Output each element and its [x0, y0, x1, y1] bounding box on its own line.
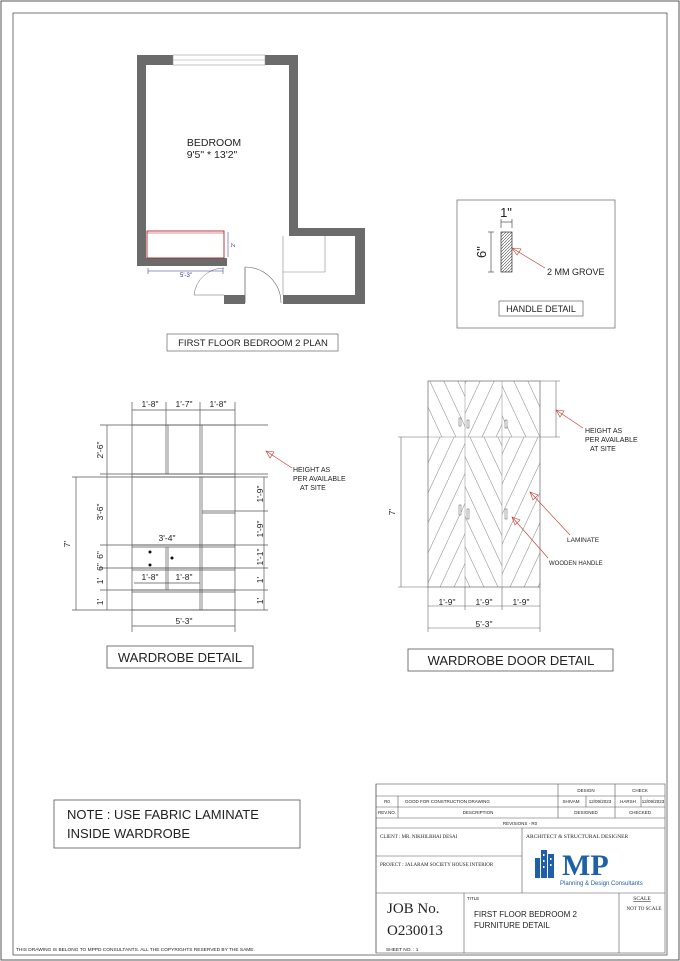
wardrobe-depth-label: 2' [231, 242, 237, 248]
designer-label: ARCHITECT & STRUCTURAL DESIGNER [526, 834, 629, 840]
handle-drawing [488, 219, 545, 272]
knob-dot [149, 551, 152, 554]
design-header: DESIGN [577, 788, 595, 793]
height-note-2: PER AVAILABLE [293, 476, 346, 483]
door-height-note-1: HEIGHT AS [585, 428, 623, 435]
check-header: CHECK [632, 788, 648, 793]
checked-by: HARSH [620, 799, 636, 804]
note-line-1: NOTE : USE FABRIC LAMINATE [67, 807, 259, 822]
top-dim-3: 1'-8" [209, 399, 227, 409]
bedroom-plan [137, 55, 365, 304]
col-rev: REV.NO. [377, 810, 397, 815]
rev-code: R0 [384, 799, 390, 804]
overall-height: 7' [62, 540, 72, 548]
room-size: 9'5" * 13'2" [186, 149, 238, 161]
top-dim-2: 1'-7" [175, 399, 193, 409]
checked-date: 12/09/2023 [641, 799, 665, 804]
job-label: JOB No. [387, 901, 440, 917]
top-dim-1: 1'-8" [141, 399, 159, 409]
copyright-note: THIS DRAWING IS BELONG TO MPPD CONSULTANTS. ALL THE COPYRIGHTS RESERVED BY THE SAME. [16, 948, 255, 953]
left-dim-6: 1' [95, 598, 105, 606]
col-description: DESCRIPTION [462, 810, 494, 815]
project-label: PROJECT : JALARAM SOCIETY HOUSE INTERIOR [380, 863, 494, 868]
client-label: CLIENT : MR. NIKHILBHAI DESAI [380, 835, 458, 840]
left-dim-4: 6" [95, 563, 105, 571]
revisions-label: REVISIONS - R0 [502, 821, 538, 826]
right-dim-2: 1'-9" [255, 520, 265, 538]
laminate-label: LAMINATE [567, 537, 600, 544]
rev-description: GOOD FOR CONSTRUCTION DRAWING [405, 799, 490, 804]
door-height-note-3: AT SITE [590, 446, 616, 453]
left-dim-1: 2'-6" [95, 441, 105, 459]
note-line-2: INSIDE WARDROBE [67, 826, 191, 841]
left-dim-5: 1' [95, 577, 105, 585]
right-dim-4: 1' [255, 576, 265, 584]
handle-caption: HANDLE DETAIL [506, 304, 576, 314]
title-line-1: FIRST FLOOR BEDROOM 2 [474, 910, 577, 919]
door-width-1: 1'-9" [438, 597, 456, 607]
height-note-1: HEIGHT AS [293, 467, 331, 474]
door-caption: WARDROBE DOOR DETAIL [427, 653, 595, 668]
handle-height: 6" [474, 246, 489, 258]
wardrobe-width-label: 5'-3" [180, 273, 192, 279]
door-height-note-2: PER AVAILABLE [585, 437, 638, 444]
scale-value: NOT TO SCALE [626, 907, 662, 912]
designed-by: SHIVAM [562, 799, 580, 804]
col-designed: DESIGNED [574, 810, 598, 815]
right-dim-3: 1'-1" [255, 548, 265, 566]
wardrobe-plan [147, 231, 224, 258]
room-name: BEDROOM [186, 137, 242, 149]
right-dim-1: 1'-9" [255, 485, 265, 503]
door-width-2: 1'-9" [475, 597, 493, 607]
left-dim-3: 6" [95, 551, 105, 559]
height-arrow-line [266, 451, 292, 468]
title-label: TITLE [467, 896, 480, 901]
title-line-2: FURNITURE DETAIL [474, 921, 550, 930]
designed-date: 12/09/2023 [588, 799, 612, 804]
left-dim-2: 3'-6" [95, 503, 105, 521]
right-dim-5: 1' [255, 597, 265, 605]
wooden-handle-label: WOODEN HANDLE [549, 561, 603, 567]
handle-width: 1" [500, 205, 512, 220]
door-overall-width: 5'-3" [475, 619, 493, 629]
overall-width: 5'-3" [175, 616, 193, 626]
door-overall-height: 7' [387, 508, 397, 516]
door-width-3: 1'-9" [512, 597, 530, 607]
drawer-dim-2: 1'-8" [175, 572, 193, 582]
plan-caption: FIRST FLOOR BEDROOM 2 PLAN [178, 338, 328, 349]
knob-dot [171, 557, 174, 560]
sheet-number: SHEET NO. : 1 [386, 948, 419, 953]
scale-label: SCALE [633, 896, 651, 902]
job-number: O230013 [387, 923, 443, 939]
inner-width: 3'-4" [158, 533, 176, 543]
logo-text: MP [562, 849, 609, 882]
drawer-dim-1: 1'-8" [141, 572, 159, 582]
groove-label: 2 MM GROVE [547, 267, 605, 277]
door-elevation [398, 381, 583, 632]
knob-dot [149, 564, 152, 567]
col-checked: CHECKED [628, 810, 652, 815]
company-logo [535, 850, 554, 878]
height-note-3: AT SITE [300, 485, 326, 492]
logo-tagline: Planning & Design Consultants [560, 881, 643, 887]
wardrobe-caption: WARDROBE DETAIL [117, 650, 243, 665]
